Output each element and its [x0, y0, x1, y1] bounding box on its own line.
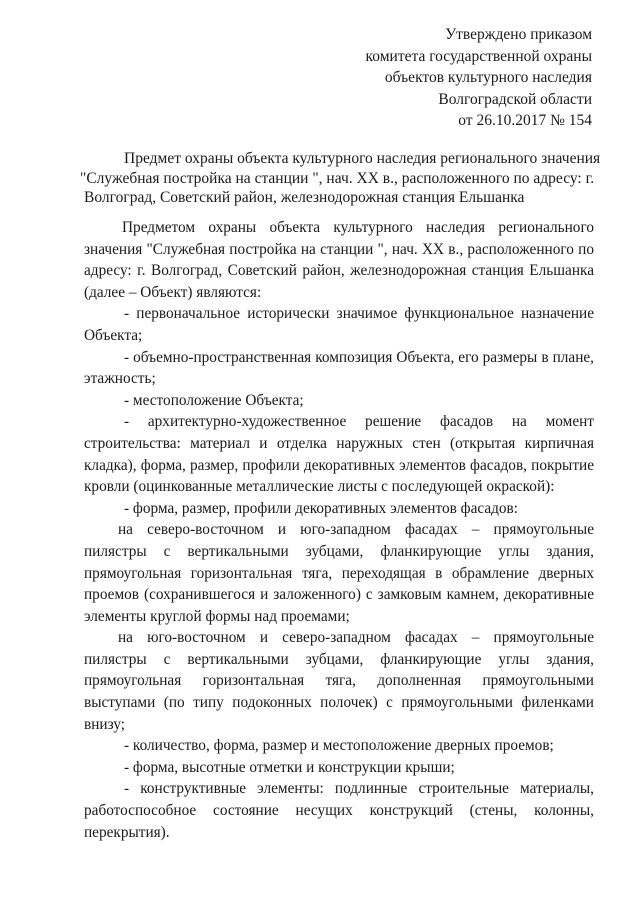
- list-item: - форма, высотные отметки и конструкции крыши;: [124, 758, 455, 776]
- approval-line: от 26.10.2017 № 154: [458, 112, 592, 129]
- approval-line: Волгоградской области: [438, 90, 592, 108]
- sub-paragraph: на северо-восточном и юго-западном фасадах – прямоугольные пилястры с вертикальными зубцами, фланкирующие углы здания, прямоугольная горизонтальная тяга, переходящая в обрамление дверных проемов (сохранившегося и заложенного) с замковым камнем, декоративные элементы круглой формы над проемами;: [84, 521, 594, 625]
- sub-paragraph: на юго-восточном и северо-западном фасадах – прямоугольные пилястры с вертикальными зубцами, фланкирующие углы здания, прямоугольная горизонтальная тяга, дополненная прямоугольными выступами (по типу подоконных полочек) с прямоугольными филенками внизу;: [84, 629, 594, 733]
- approval-line: комитета государственной охраны: [365, 47, 592, 65]
- intro-paragraph: Предметом охраны объекта культурного наследия регионального значения "Служебная постройка на станции ", нач. ХХ в., расположенного по адресу: г. Волгоград, Советский район, железнодорожная станция Ельшанка (далее – Объект) являются:: [84, 219, 594, 301]
- list-item: - первоначальное исторически значимое функциональное назначение Объекта;: [84, 305, 594, 344]
- approval-block: [366, 24, 592, 132]
- title-line: "Служебная постройка на станции ", нач. ХХ в., расположенного по адресу: г.: [80, 169, 595, 187]
- title-line: Предмет охраны объекта культурного наследия регионального значения: [124, 150, 601, 167]
- list-item: - объемно-пространственная композиция Объекта, его размеры в плане, этажность;: [84, 348, 594, 388]
- list-item: - количество, форма, размер и местоположение дверных проемов;: [124, 737, 554, 755]
- list-item: - местоположение Объекта;: [124, 391, 304, 409]
- list-item: - архитектурно-художественное решение фасадов на момент строительства: материал и отделка наружных стен (открытая кирпичная кладка), форма, размер, профили декоративных элементов фасадов, покрытие кровли (оцинкованные металлические листы с последующей окраской):: [84, 413, 594, 496]
- approval-line: объектов культурного наследия: [384, 69, 592, 86]
- list-item: - форма, размер, профили декоративных элементов фасадов:: [124, 499, 519, 517]
- list-item: - конструктивные элементы: подлинные строительные материалы, работоспособное состояние несущих конструкций (стены, колонны, перекрытия).: [84, 780, 594, 841]
- document-title: [80, 149, 601, 208]
- approval-line: Утверждено приказом: [445, 26, 592, 43]
- document-body: [84, 217, 594, 843]
- title-line: Волгоград, Советский район, железнодорожная станция Ельшанка: [84, 189, 525, 206]
